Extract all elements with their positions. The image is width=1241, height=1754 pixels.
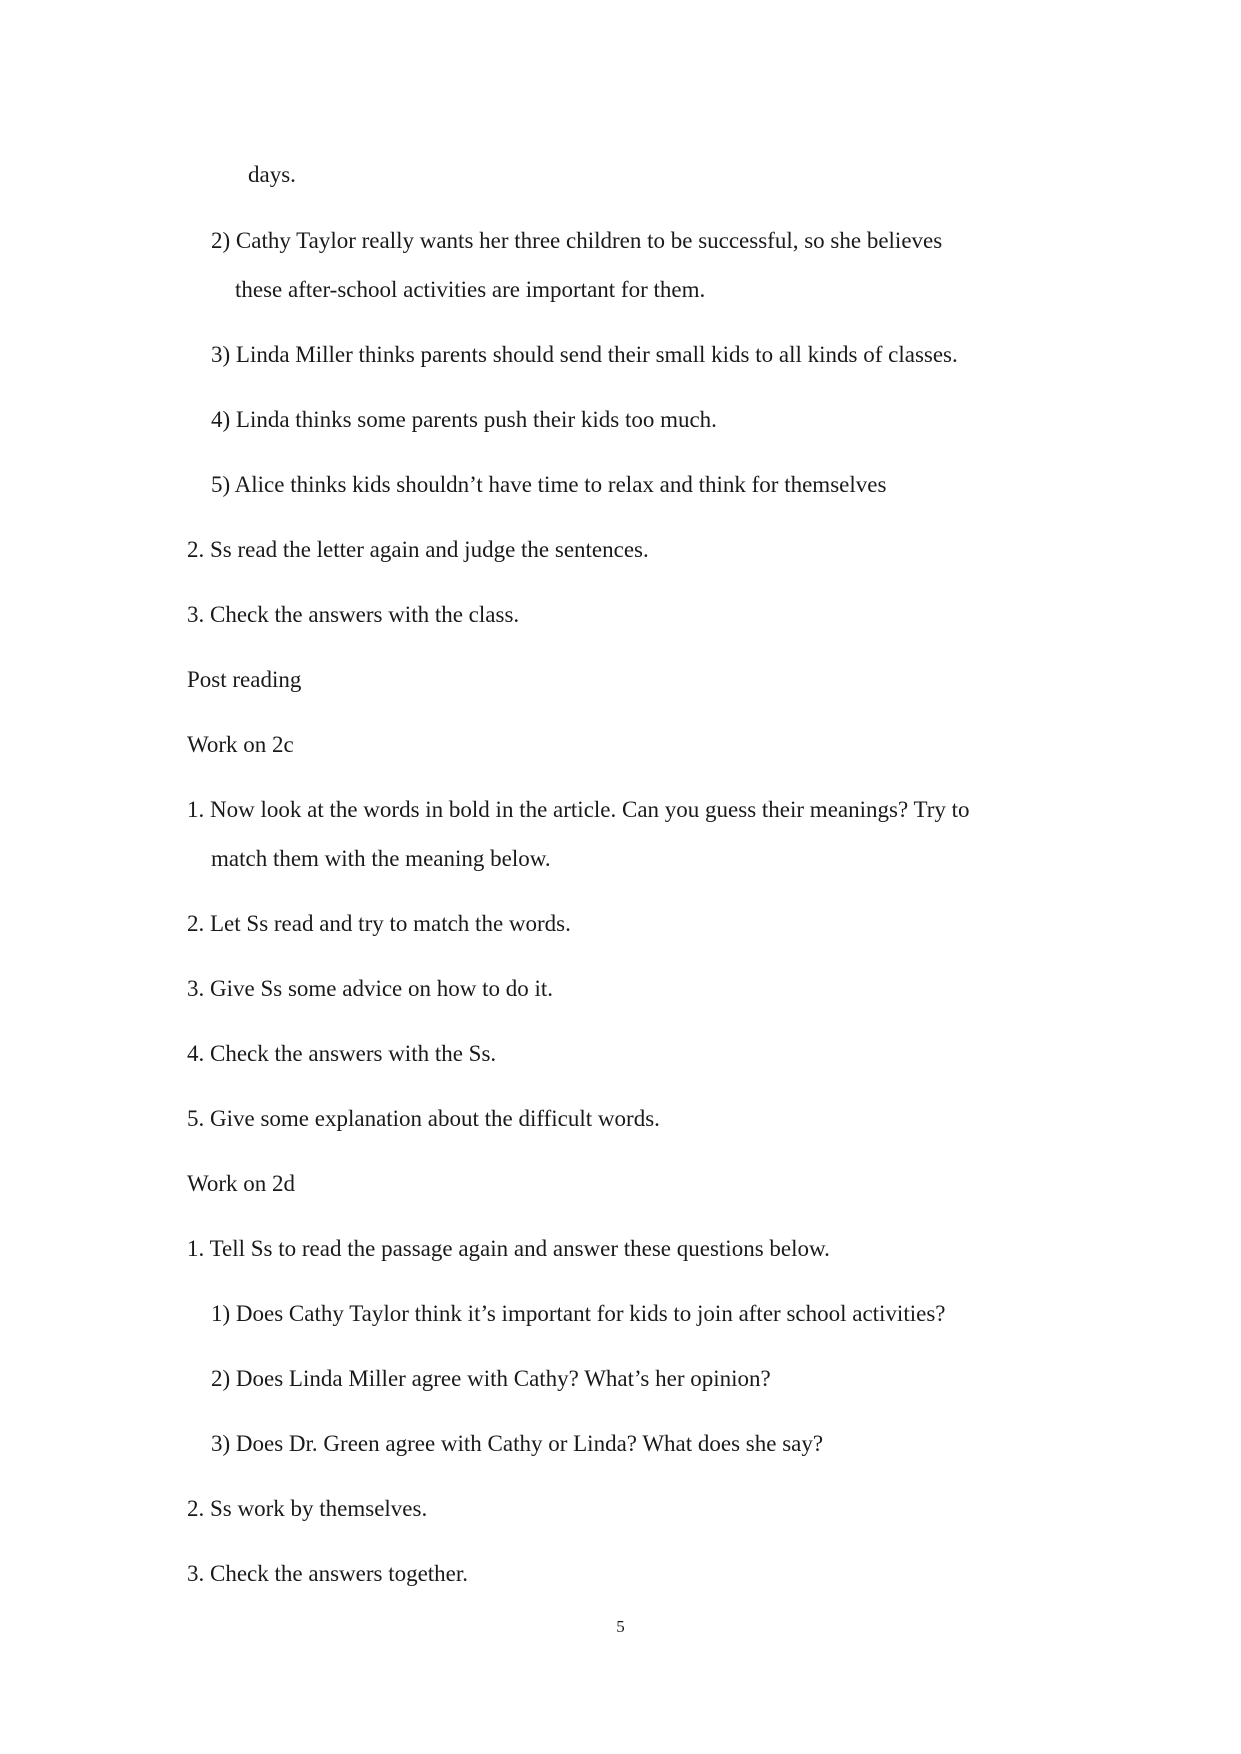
step-1-guess-line-2: match them with the meaning below. xyxy=(211,846,551,871)
question-2: 2) Does Linda Miller agree with Cathy? What’s her opinion? xyxy=(211,1366,771,1391)
step-3-check: 3. Check the answers with the class. xyxy=(187,602,520,627)
page-number: 5 xyxy=(616,1617,625,1636)
step-5-explanation: 5. Give some explanation about the difficult words. xyxy=(187,1106,660,1131)
question-3: 3) Does Dr. Green agree with Cathy or Linda? What does she say? xyxy=(211,1431,824,1456)
step-4-check: 4. Check the answers with the Ss. xyxy=(187,1041,497,1066)
text-line-days: days. xyxy=(248,162,296,187)
sentence-5: 5) Alice thinks kids shouldn’t have time to relax and think for themselves xyxy=(211,472,887,497)
step-1-read-again: 1. Tell Ss to read the passage again and answer these questions below. xyxy=(187,1236,830,1261)
section-heading-work-on-2c: Work on 2c xyxy=(187,732,294,757)
step-3-advice: 3. Give Ss some advice on how to do it. xyxy=(187,976,554,1001)
sentence-2-line-2: these after-school activities are important for them. xyxy=(235,277,706,302)
step-3-check-together: 3. Check the answers together. xyxy=(187,1561,469,1586)
sentence-2-line-1: 2) Cathy Taylor really wants her three children to be successful, so she believes xyxy=(211,228,943,253)
section-heading-work-on-2d: Work on 2d xyxy=(187,1171,296,1196)
sentence-4: 4) Linda thinks some parents push their kids too much. xyxy=(211,407,717,432)
step-1-guess-line-1: 1. Now look at the words in bold in the article. Can you guess their meanings? Try to xyxy=(187,797,970,822)
question-1: 1) Does Cathy Taylor think it’s important for kids to join after school activities? xyxy=(211,1301,946,1326)
step-2-judge: 2. Ss read the letter again and judge the sentences. xyxy=(187,537,649,562)
step-2-match: 2. Let Ss read and try to match the words. xyxy=(187,911,571,936)
sentence-3: 3) Linda Miller thinks parents should send their small kids to all kinds of classes. xyxy=(211,342,958,367)
section-heading-post-reading: Post reading xyxy=(187,667,302,692)
step-2-work: 2. Ss work by themselves. xyxy=(187,1496,428,1521)
